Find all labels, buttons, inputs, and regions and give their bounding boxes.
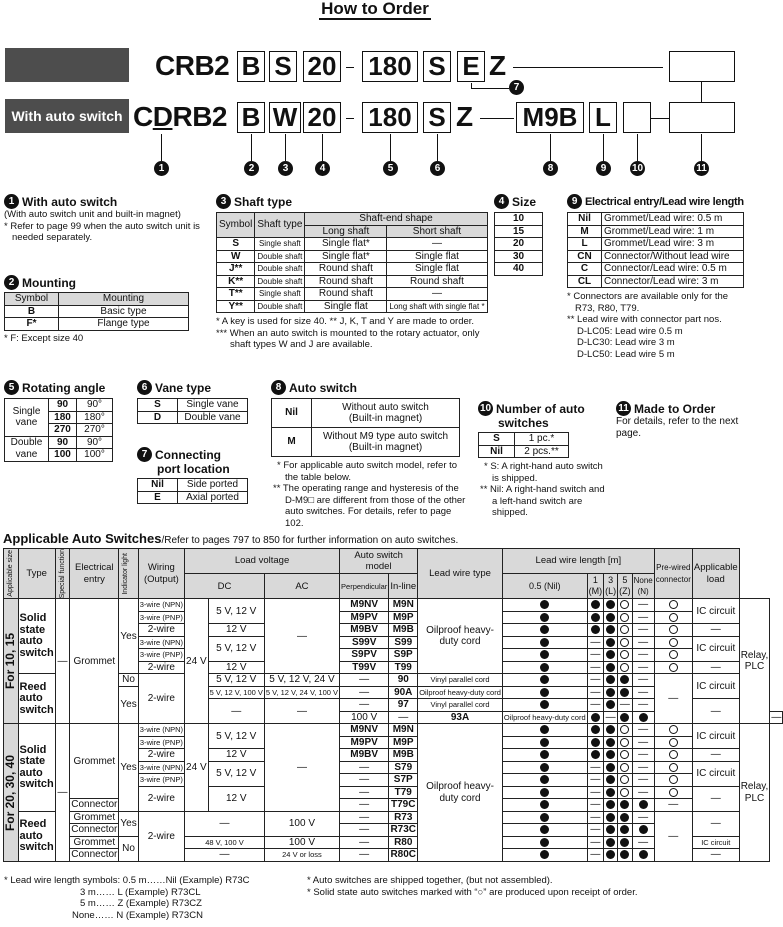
code2-shaft-box: W xyxy=(269,102,301,133)
code1-size-box: 20 xyxy=(303,51,341,82)
auto-switch-bar: With auto switch xyxy=(5,99,129,133)
code1-line xyxy=(513,67,663,68)
code1-tail: Z xyxy=(489,50,506,81)
section-switch-count: 10 Number of auto switches S 1 pc.* Nil 2 pcs.** * S: A right-hand auto switch is shipped. ** Nil: A right-hand switch and a left-hand switch are shipped. xyxy=(479,401,605,518)
leader-10 xyxy=(637,134,638,161)
leader-9 xyxy=(603,134,604,161)
callout-11: 11 xyxy=(694,161,709,176)
code2-vane-box: S xyxy=(423,102,451,133)
page-title: How to Order xyxy=(321,0,429,18)
section-with-auto-switch: 1 With auto switch (With auto switch unit and built-in magnet) * Refer to page 99 when the auto switch unit is needed separately. xyxy=(4,194,200,243)
code1-port-box: E xyxy=(457,51,485,82)
code1-prefix: CRB2 xyxy=(155,50,230,81)
callout-9: 9 xyxy=(596,161,611,176)
standard-bar xyxy=(5,48,129,82)
code2-size-box: 20 xyxy=(303,102,341,133)
code2-count-box xyxy=(623,102,651,133)
leader-6 xyxy=(437,134,438,161)
callout-7: 7 xyxy=(509,80,524,95)
code2-angle-box: 180 xyxy=(362,102,418,133)
code2-line2 xyxy=(651,118,669,119)
mto-connector xyxy=(701,82,702,102)
callout-3: 3 xyxy=(278,161,293,176)
code1-dash xyxy=(346,67,354,68)
callout-4: 4 xyxy=(315,161,330,176)
code2-tail: Z xyxy=(456,101,473,132)
footnote-right: * Auto switches are shipped together, (but not assembled). * Solid state auto switches marked with “○” are produced upon receipt of order. xyxy=(307,875,638,898)
code1-mto-box xyxy=(669,51,735,82)
code2-switch-box: M9B xyxy=(516,102,584,133)
code1-angle-box: 180 xyxy=(362,51,418,82)
code2-dash xyxy=(346,118,354,119)
code1-shaft-box: S xyxy=(269,51,297,82)
applicable-auto-switches-table: Applicable size Type Special function Electrical entry Indicator light Wiring (Output) Load voltage Auto switch model Lead wire type Lead wire length [m] Pre-wired connector Applicable load DC AC Perpendicular In-line 0.5 (Nil) 1 (M) 3 (L) 5 (Z) None (N) For 10, 15 Solid state auto switch — Grommet Yes 3-wire (NPN) 24 V 5 V, 12 V — M9NV M9N Oilproof heavy-duty cord — IC circuit Relay, PLC 3-wire (PNP) M9PV M9P — 2-wire 12 V M9BV M9B — — 3-wire (NPN) 5 V, 12 V S99V S99 — — IC circuit 3-wire (PNP) S9PV S9P — — 2-wire 12 V T99V T99 — — — Reed auto switch No 2-wire 5 V, 12 V 5 V, 12 V, 24 V — 90 Vinyl parallel cord — — — IC circuit Yes 5 V, 12 V, 100 V 5 V, 12 V, 24 V, 100 V — 90A Oilproof heavy-duty cord — — — — — 97 Vinyl parallel cord — — — — 100 V — 93A Oilproof heavy-duty cord — — For 20, 30, 40 Solid state auto switch — Grommet Yes 3-wire (NPN) 24 V 5 V, 12 V — M9NV M9N Oilproof heavy-duty cord — IC circuit Relay, PLC 3-wire (PNP) M9PV M9P — 2-wire 12 V M9BV M9B — — 3-wire (NPN) 5 V, 12 V — S79 — — IC circuit 3-wire (PNP) — S7P — — 2-wire 12 V — T79 — — — Connector — T79C — — Reed auto switch Grommet Yes 2-wire — 100 V — R73 — — — — Connector — R73C — Grommet No 48 V, 100 V 100 V — R80 — — IC circuit Connector — 24 V or loss — R80C — — xyxy=(3,549,782,861)
section-electrical-entry: 9 Electrical entry/Lead wire length Nil Grommet/Lead wire: 0.5 m M Grommet/Lead wire: 1 m L Grommet/Lead wire: 3 m CN Connector/Without lead wire C Connector/Lead wire: 0.5 m CL Connector/Lead wire: 3 m * Connectors are available only for the R73, R80, T79. ** Lead wire with connector part nos. D-LC05: Lead wire 0.5 m D-LC30: Lead wire 3 m D-LC50: Lead wire 5 m xyxy=(567,195,744,360)
leader-5 xyxy=(390,134,391,161)
leader-1 xyxy=(161,134,162,161)
code2-prefix: CDRB2 xyxy=(133,101,227,132)
code2-mto-box xyxy=(669,102,735,133)
leader-3 xyxy=(285,134,286,161)
callout-10: 10 xyxy=(631,163,644,174)
callout-5: 5 xyxy=(383,161,398,176)
aas-title: Applicable Auto Switches/Refer to pages 797 to 850 for further information on auto switches. xyxy=(3,531,459,546)
leader-4 xyxy=(322,134,323,161)
callout-8: 8 xyxy=(543,161,558,176)
callout-2: 2 xyxy=(244,161,259,176)
section-auto-switch: 8 Auto switch Nil Without auto switch (Built-in magnet) M Without M9 type auto switch (Built-in magnet) * For applicable auto switch model, refer to the table below. ** The operating range and hysteresis of the D-M9□ are different from those of the other auto switches. For details, refer to page 102. xyxy=(273,380,466,529)
section-vane-type: 6 Vane type S Single vane D Double vane xyxy=(137,380,248,424)
code2-lead-box: L xyxy=(589,102,617,133)
callout-6: 6 xyxy=(430,161,445,176)
section-mounting: 2 Mounting Symbol Mounting B Basic type F* Flange type * F: Except size 40 xyxy=(4,275,189,344)
code2-line xyxy=(480,118,514,119)
section-port-location: 7 Connecting port location Nil Side ported E Axial ported xyxy=(137,447,248,504)
leader-8 xyxy=(550,134,551,161)
code1-port-leader-h xyxy=(471,88,509,89)
code1-vane-box: S xyxy=(423,51,451,82)
leader-11 xyxy=(701,134,702,161)
footnote-left: * Lead wire length symbols: 0.5 m……Nil (Example) R73C 3 m…… L (Example) R73CL 5 m…… Z (Example) R73CZ None…… N (Example) R73CN xyxy=(4,875,250,921)
callout-1: 1 xyxy=(154,161,169,176)
leader-2 xyxy=(251,134,252,161)
section-rotating-angle: 5 Rotating angle Single vane 90 90° 180 180° 270 270° Double vane 90 90° 100 100° xyxy=(4,380,113,462)
code2-mounting-box: B xyxy=(237,102,265,133)
section-size: 4 Size 10 15 20 30 40 xyxy=(494,194,543,276)
section-shaft-type: 3 Shaft type Symbol Shaft type Shaft-end shape Long shaft Short shaft S Single shaft Single flat* — W Double shaft Single flat* Single flat J** Double shaft Round shaft Single flat K** Double shaft Round shaft Round shaft T** Single shaft Round shaft — Y** Double shaft Single flat Long shaft with single flat * * A key is used for size 40. ** J, K, T and Y are made to order. *** When an auto switch is mounted to the rotary actuator, only shaft types W and J are available. xyxy=(216,194,488,351)
code1-mounting-box: B xyxy=(237,51,265,82)
section-made-to-order: 11 Made to Order For details, refer to the next page. xyxy=(616,401,739,439)
